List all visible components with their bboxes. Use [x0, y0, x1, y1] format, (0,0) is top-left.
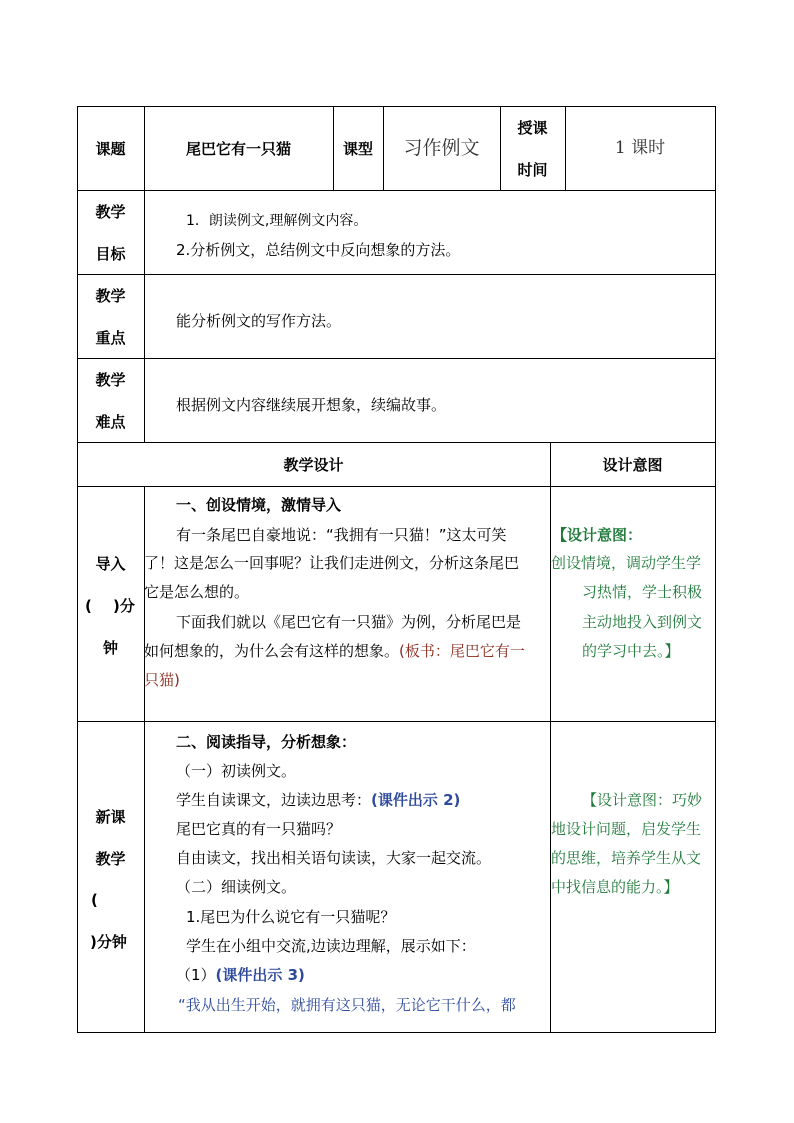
topic-label: 课题	[95, 140, 126, 158]
newlesson-intent-line-2: 地设计问题，启发学生	[551, 820, 702, 838]
intro-intent-line-2: 创设情境，调动学生学	[551, 554, 702, 572]
newlesson-line-4: 自由读文，找出相关语句读读，大家一起交流。	[176, 849, 492, 867]
intro-heading: 一、创设情境，激情导入	[176, 496, 342, 514]
intro-label-2-open: (	[85, 597, 92, 615]
intro-p2-line-1: 下面我们就以《尾巴它有一只猫》为例，分析尾巴是	[176, 613, 522, 631]
intro-intent-line-4: 主动地投入到例文	[582, 613, 703, 631]
type-label: 课型	[342, 140, 373, 158]
objective-line-2: 2.分析例文，总结例文中反向想象的方法。	[176, 241, 461, 259]
intro-intent-line-1: 【设计意图：	[552, 526, 643, 544]
intro-p1-line-2: 了！这是怎么一回事呢？让我们走进例文，分析这条尾巴	[144, 554, 520, 572]
newlesson-intent-line-4: 中找信息的能力。】	[551, 878, 679, 896]
newlesson-intent-line-3: 的思维，培养学生从文	[551, 849, 702, 867]
newlesson-label-2: 教学	[95, 850, 126, 868]
topic-value: 尾巴它有一只猫	[185, 140, 291, 158]
intro-label-3: 钟	[102, 639, 118, 657]
keypoints-label-1: 教学	[95, 287, 126, 305]
intro-label-2-close: )分	[113, 597, 135, 615]
intro-p2-line-2	[144, 641, 525, 661]
newlesson-label-3: (	[91, 891, 98, 909]
intro-intent-line-3: 习热情，学士积极	[582, 583, 703, 601]
newlesson-line-5: （二）细读例文。	[176, 878, 297, 896]
table-border-top	[77, 106, 716, 107]
newlesson-line-1: （一）初读例文。	[176, 762, 297, 780]
newlesson-line-6: 1.尾巴为什么说它有一只猫呢？	[186, 908, 396, 926]
intro-p1-line-1: 有一条尾巴自豪地说：“我拥有一只猫！”这太可笑	[176, 526, 507, 544]
objectives-label-1: 教学	[95, 203, 126, 221]
table-col-divider	[550, 442, 551, 1033]
table-rule	[77, 190, 716, 191]
table-border-right	[715, 106, 716, 1033]
intro-intent-line-5: 的学习中去。】	[582, 642, 680, 660]
type-value: 习作例文	[403, 137, 480, 159]
newlesson-intent-line-1: 【设计意图：巧妙	[582, 791, 703, 809]
newlesson-line-7: 学生在小组中交流,边读边理解，展示如下：	[186, 937, 476, 955]
difficulties-text: 根据例文内容继续展开想象，续编故事。	[176, 396, 447, 414]
table-rule	[77, 721, 716, 722]
design-header-left: 教学设计	[283, 456, 344, 474]
objectives-label-2: 目标	[95, 245, 126, 263]
intro-label-1: 导入	[95, 555, 126, 573]
newlesson-line-8-num: （1）	[176, 966, 216, 984]
newlesson-line-3: 尾巴它真的有一只猫吗？	[176, 820, 342, 838]
keypoints-text: 能分析例文的写作方法。	[176, 312, 342, 330]
time-value: 1 课时	[614, 138, 666, 158]
newlesson-label-4: )分钟	[90, 933, 127, 951]
newlesson-line-2	[176, 790, 460, 810]
intro-p1-line-3: 它是怎么想的。	[144, 583, 250, 601]
difficulties-label-2: 难点	[95, 413, 126, 431]
newlesson-label-1: 新课	[95, 808, 126, 826]
intro-p2-line-3: 只猫)	[144, 671, 180, 689]
table-rule	[77, 274, 716, 275]
table-border-bottom	[77, 1032, 716, 1033]
newlesson-line-8	[176, 965, 305, 985]
table-rule	[77, 358, 716, 359]
keypoints-label-2: 重点	[95, 329, 126, 347]
time-label-1: 授课	[517, 119, 548, 137]
table-rule	[77, 486, 716, 487]
table-rule	[77, 442, 716, 443]
intro-p2-line-2-text: 如何想象的，为什么会有这样的想象。	[144, 642, 400, 660]
newlesson-line-2-text: 学生自读课文，边读边思考：	[176, 791, 372, 809]
blackboard-note: (板书：尾巴它有一	[399, 642, 525, 660]
design-header-right: 设计意图	[602, 456, 663, 474]
courseware-note-2: (课件出示 2)	[371, 791, 461, 809]
courseware-note-3: (课件出示 3)	[215, 966, 305, 984]
time-label-2: 时间	[517, 161, 548, 179]
newlesson-line-9: “我从出生开始，就拥有这只猫，无论它干什么，都	[178, 996, 516, 1014]
newlesson-heading: 二、阅读指导，分析想象：	[176, 733, 357, 751]
difficulties-label-1: 教学	[95, 371, 126, 389]
objective-line-1: 1．朗读例文,理解例文内容。	[186, 213, 368, 229]
